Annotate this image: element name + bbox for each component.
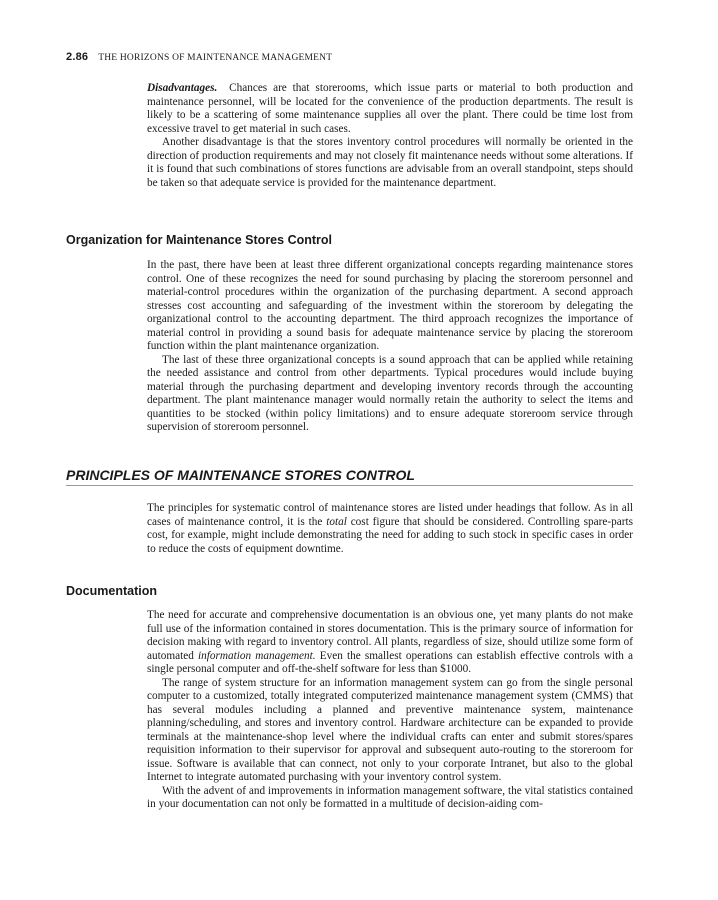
principles-text-b: cost figure that should be considered. Controlling spare-parts cost, for example, might include demonstrating the need for adding to such stock in specific cases in order to reduce the costs of equipment downtime. bbox=[147, 515, 633, 555]
running-head-title: THE HORIZONS OF MAINTENANCE MANAGEMENT bbox=[98, 53, 333, 63]
documentation-emphasis: information management. bbox=[198, 649, 316, 662]
documentation-text-b: Even the smallest operations can establish effective controls with a single personal computer and off-the-shelf software for less than $1000. bbox=[147, 649, 634, 675]
documentation-text-a: The need for accurate and comprehensive documentation is an obvious one, yet many plants do not make full use of the information contained in stores documentation. This is the primary source of information for decision making with regard to inventory control. All plants, regardless of size, should utilize some form of automated bbox=[147, 609, 633, 662]
documentation-heading: Documentation bbox=[66, 584, 157, 598]
documentation-section bbox=[147, 609, 633, 812]
principles-heading: PRINCIPLES OF MAINTENANCE STORES CONTROL bbox=[66, 467, 633, 486]
organization-paragraph-2: The last of these three organizational concepts is a sound approach that can be applied while retaining the needed assistance and control from other departments. Typical procedures would include buying material through the purchasing department and developing inventory records through the accounting department. The plant maintenance manager would normally retain the authority to select the items and quantities to be stocked (within policy limitations) and to ensure adequate storeroom service through supervision of storeroom personnel. bbox=[147, 353, 633, 433]
running-header bbox=[66, 51, 332, 63]
principles-section bbox=[147, 502, 633, 556]
disadvantages-text-1: Chances are that storerooms, which issue parts or material to both production and maintenance personnel, will be located for the convenience of the production departments. The result is likely to be a scattering of some maintenance supplies all over the plant. There could be time lost from excessive travel to get material in such cases. bbox=[147, 82, 634, 135]
organization-heading: Organization for Maintenance Stores Control bbox=[66, 233, 332, 247]
disadvantages-paragraph-1 bbox=[147, 82, 633, 136]
disadvantages-paragraph-2: Another disadvantage is that the stores inventory control procedures will normally be oriented in the direction of production requirements and may not closely fit maintenance needs without some alterations. If it is found that such combinations of stores functions are advisable from an overall standpoint, steps should be taken so that adequate service is provided for the maintenance department. bbox=[147, 136, 633, 189]
organization-paragraph-1: In the past, there have been at least three different organizational concepts regarding maintenance stores control. One of these recognizes the need for sound purchasing by placing the storeroom personnel and material-control procedures within the organization of the purchasing department. A second approach stresses cost accounting and safeguarding of the investment within the storeroom by delegating the organizational control to the accounting department. The third approach recognizes the importance of material control in providing a sound basis for adequate maintenance service by placing the storeroom function within the plant maintenance organization. bbox=[147, 259, 633, 352]
documentation-paragraph-3: With the advent of and improvements in information management software, the vital statistics contained in your documentation can not only be formatted in a multitude of decision-aiding com- bbox=[147, 784, 633, 810]
disadvantages-runin-heading: Disadvantages. bbox=[147, 82, 218, 94]
disadvantages-section bbox=[147, 82, 633, 190]
documentation-paragraph-2: The range of system structure for an information management system can go from the single personal computer to a customized, totally integrated computerized maintenance management system (CMMS) that has several modules including a planned and preventive maintenance system, maintenance planning/scheduling, and stores and inventory control. Hardware architecture can be expanded to provide terminals at the maintenance-shop level where the individual crafts can enter and submit stores/spares requisition information to their supervisor for approval and subsequent auto-routing to the storeroom for issue. Software is available that can connect, not only to your corporate Intranet, but also to the global Internet to integrate automated purchasing with your inventory control system. bbox=[147, 676, 633, 783]
principles-emphasis: total bbox=[326, 515, 347, 528]
principles-text-a: The principles for systematic control of maintenance stores are listed under headings that follow. As in all cases of maintenance control, it is the bbox=[147, 502, 633, 528]
organization-section bbox=[147, 259, 633, 435]
documentation-paragraph-1 bbox=[147, 609, 633, 677]
page-number: 2.86 bbox=[66, 51, 89, 63]
principles-paragraph-1 bbox=[147, 502, 633, 556]
